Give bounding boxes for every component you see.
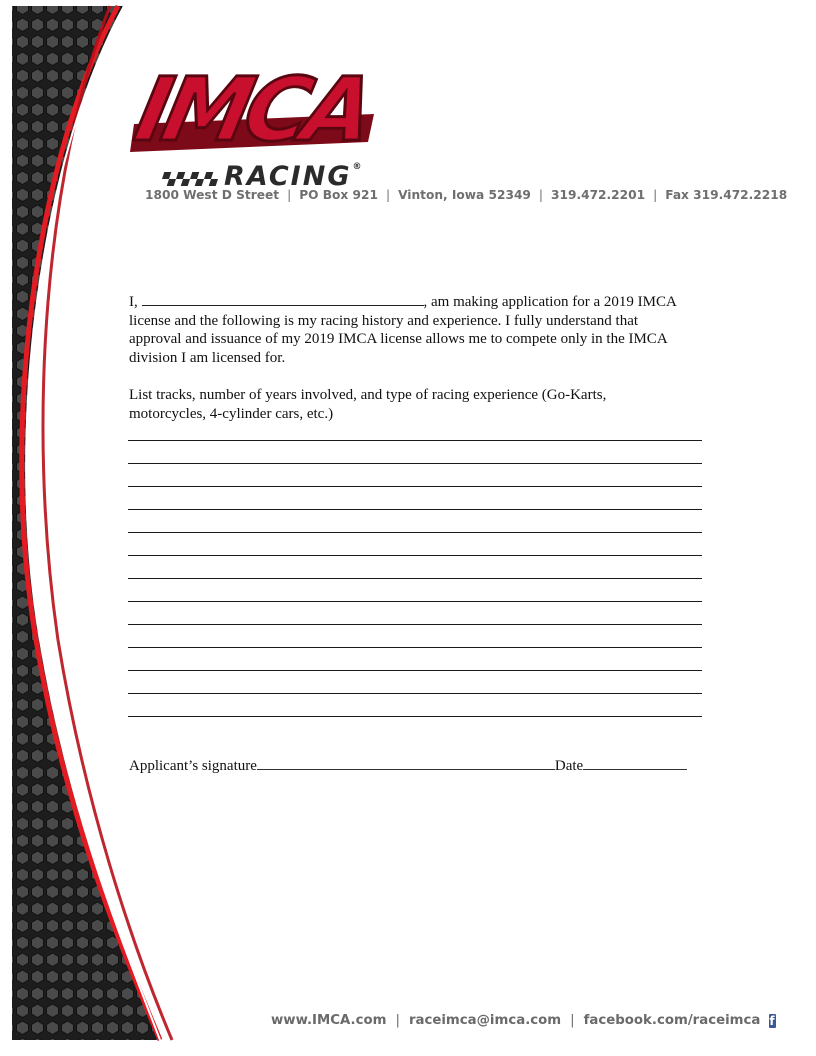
- history-line[interactable]: [128, 716, 702, 717]
- website-link[interactable]: www.IMCA.com: [271, 1013, 387, 1028]
- history-line[interactable]: [128, 532, 702, 533]
- history-line[interactable]: [128, 463, 702, 464]
- signature-row: [129, 755, 704, 775]
- email-link[interactable]: raceimca@imca.com: [408, 1013, 562, 1028]
- history-line[interactable]: [128, 670, 702, 671]
- checkered-flag-icon: [160, 172, 221, 186]
- history-instructions: List tracks, number of years involved, and type of racing experience (Go-Karts, motorcycles, 4-cylinder cars, etc.): [129, 387, 607, 422]
- history-line[interactable]: [128, 555, 702, 556]
- date-field[interactable]: [583, 755, 687, 770]
- signature-label: Applicant’s signature: [129, 758, 257, 774]
- applicant-name-field[interactable]: [142, 292, 424, 306]
- history-line[interactable]: [128, 578, 702, 579]
- history-line[interactable]: [128, 440, 702, 441]
- racing-wordmark: [162, 156, 363, 190]
- logo-wordmark: IMCA: [127, 57, 378, 161]
- history-line[interactable]: [128, 509, 702, 510]
- street-address: 1800 West D Street: [145, 188, 280, 202]
- history-line[interactable]: [128, 693, 702, 694]
- facebook-icon[interactable]: f: [769, 1013, 775, 1028]
- footer-contact: www.IMCA.com | raceimca@imca.com | facebook.com/raceimca f: [271, 1013, 775, 1028]
- history-line[interactable]: [128, 601, 702, 602]
- po-box: PO Box 921: [299, 188, 378, 202]
- history-line[interactable]: [128, 624, 702, 625]
- fax-number: Fax 319.472.2218: [665, 188, 788, 202]
- racing-text: RACING®: [224, 161, 364, 192]
- imca-racing-logo: [124, 44, 384, 190]
- letterhead-address: 1800 West D Street | PO Box 921 | Vinton, Iowa 52349 | 319.472.2201 | Fax 319.472.2218: [145, 188, 788, 202]
- phone-number: 319.472.2201: [551, 188, 646, 202]
- signature-field[interactable]: [257, 755, 555, 770]
- imca-logo-mark: [124, 44, 384, 164]
- date-label: Date: [554, 758, 584, 774]
- city-state-zip: Vinton, Iowa 52349: [398, 188, 531, 202]
- application-statement: I, , am making application for a 2019 IMCA license and the following is my racing history and experience. I fully understand that approval and issuance of my 2019 IMCA license allows me to compete only in the IMCA division I am licensed for.: [129, 294, 677, 366]
- history-line[interactable]: [128, 647, 702, 648]
- history-line[interactable]: [128, 486, 702, 487]
- facebook-link[interactable]: facebook.com/raceimca: [583, 1013, 761, 1028]
